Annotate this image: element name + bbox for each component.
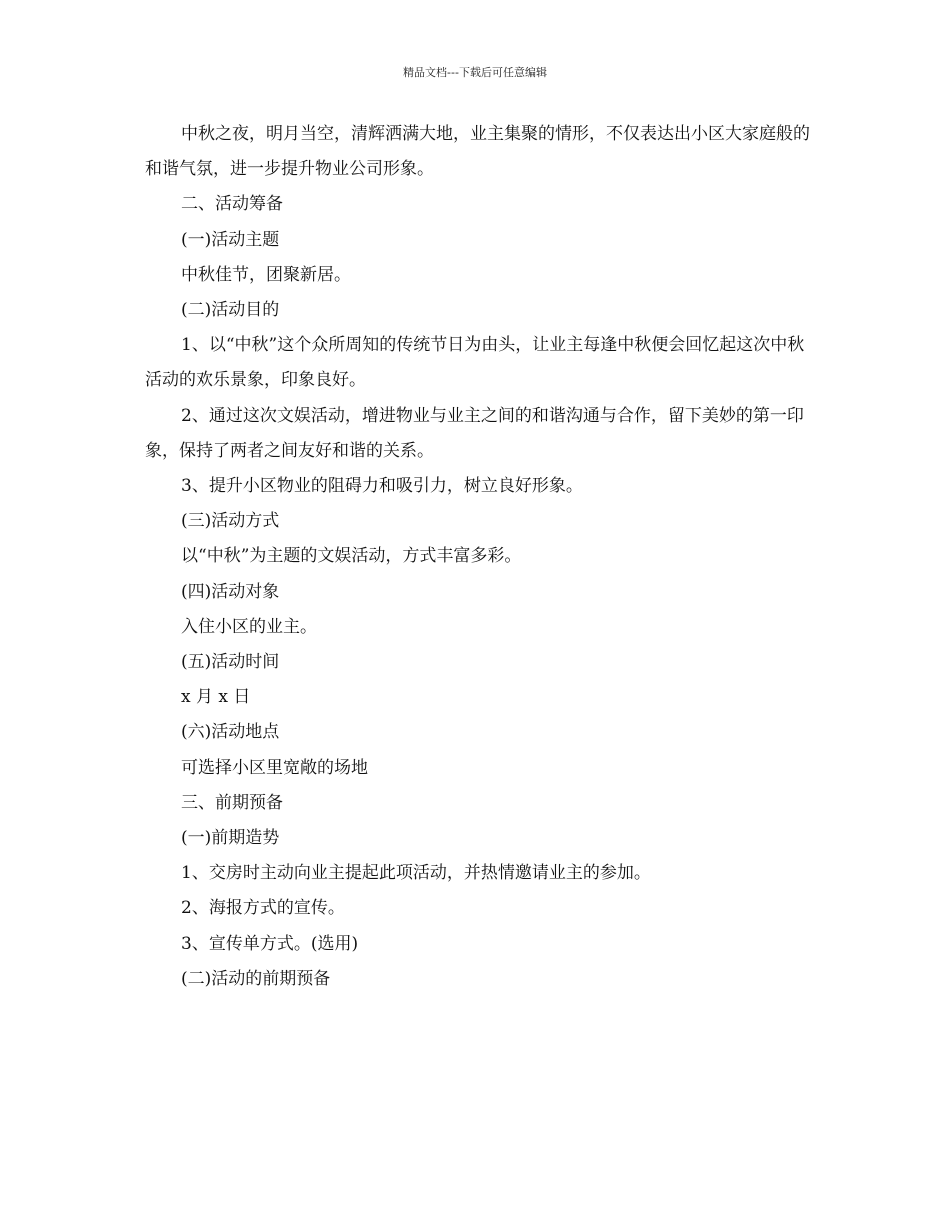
subheading-theme: (一)活动主题 — [181, 229, 280, 250]
document-body — [145, 117, 810, 997]
paragraph-location: 可选择小区里宽敞的场地 — [181, 757, 368, 778]
subheading-promotion: (一)前期造势 — [181, 828, 280, 849]
subheading-audience: (四)活动对象 — [181, 581, 280, 602]
subheading-time: (五)活动时间 — [181, 652, 280, 673]
section-heading-early-preparation: 三、前期预备 — [181, 792, 283, 813]
paragraph-purpose-3: 3、提升小区物业的阻碍力和吸引力，树立良好形象。 — [181, 476, 583, 497]
paragraph-purpose-1: 1、以“中秋”这个众所周知的传统节日为由头，让业主每逢中秋便会回忆起这次中秋活动的欢乐景象，印象良好。 — [145, 335, 805, 391]
paragraph-promotion-1: 1、交房时主动向业主提起此项活动，并热情邀请业主的参加。 — [181, 863, 651, 884]
paragraph-promotion-2: 2、海报方式的宣传。 — [181, 898, 345, 919]
subheading-format: (三)活动方式 — [181, 511, 280, 532]
paragraph-intro: 中秋之夜，明月当空，清辉洒满大地，业主集聚的情形，不仅表达出小区大家庭般的和谐气氛，进一步提升物业公司形象。 — [145, 124, 810, 180]
section-heading-preparation: 二、活动筹备 — [181, 194, 283, 215]
paragraph-time: x 月 x 日 — [181, 687, 251, 708]
subheading-purpose: (二)活动目的 — [181, 300, 280, 321]
paragraph-purpose-2: 2、通过这次文娱活动，增进物业与业主之间的和谐沟通与合作，留下美妙的第一印象，保持了两者之间友好和谐的关系。 — [145, 405, 804, 461]
subheading-event-preparation: (二)活动的前期预备 — [181, 968, 331, 989]
subheading-location: (六)活动地点 — [181, 722, 280, 743]
page-header: 精品文档---下载后可任意编辑 — [403, 66, 547, 79]
paragraph-promotion-3: 3、宣传单方式。(选用) — [181, 933, 359, 954]
paragraph-audience: 入住小区的业主。 — [181, 616, 317, 637]
paragraph-theme: 中秋佳节，团聚新居。 — [181, 264, 351, 285]
paragraph-format: 以“中秋”为主题的文娱活动，方式丰富多彩。 — [181, 546, 522, 567]
